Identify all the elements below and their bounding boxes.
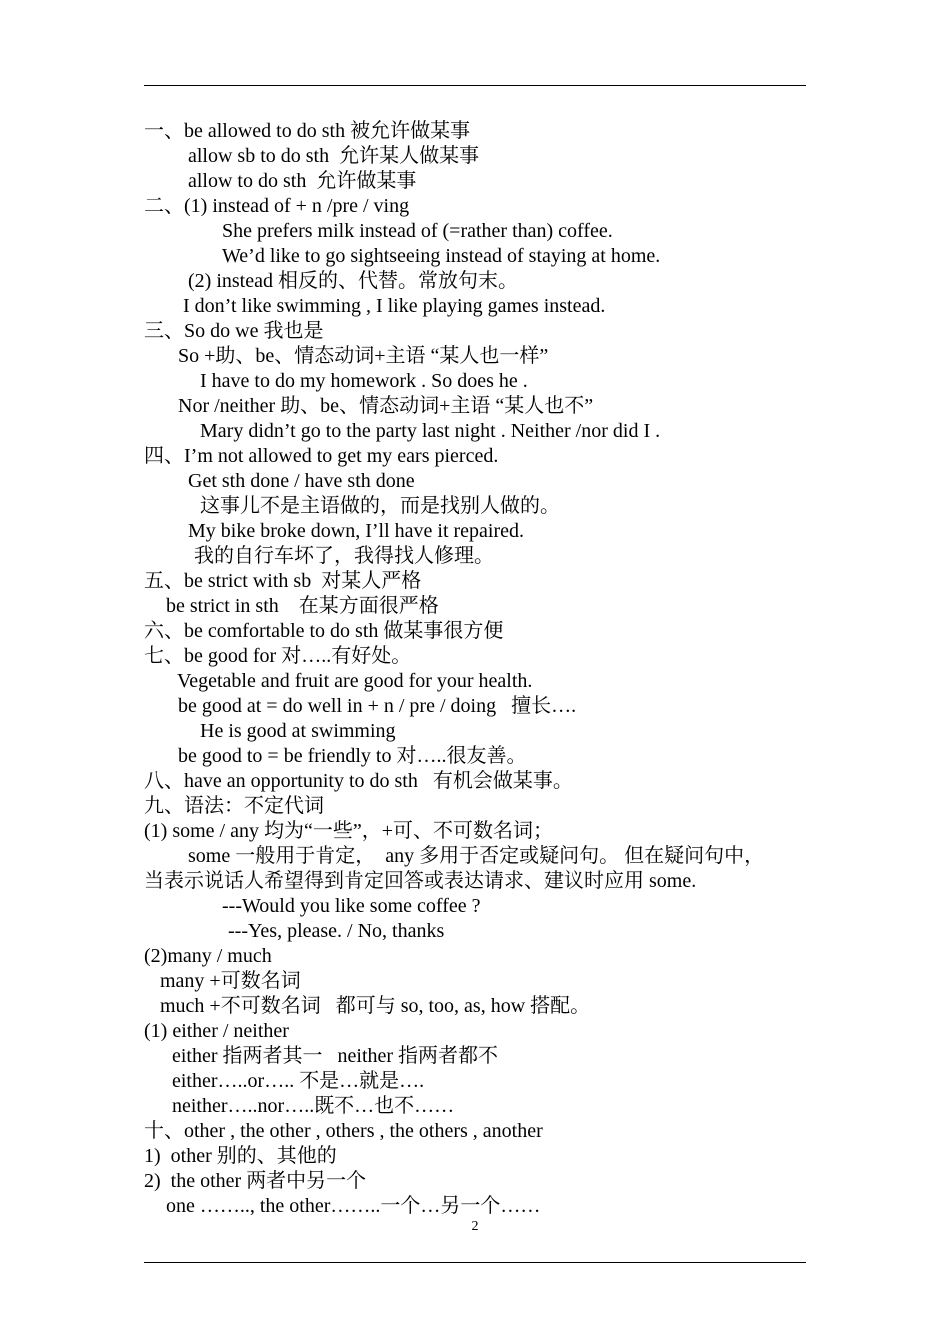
text-line: allow sb to do sth 允许某人做某事 [188, 145, 480, 167]
text-line: 九、语法：不定代词 [144, 795, 324, 817]
text-line: I have to do my homework . So does he . [200, 370, 528, 392]
text-line: She prefers milk instead of (=rather than) coffee. [222, 220, 613, 242]
text-line: one …….., the other……..一个…另一个…… [166, 1195, 541, 1217]
text-line: 十、other , the other , others , the others , another [144, 1120, 543, 1142]
text-line: be good at = do well in + n / pre / doing 擅长…. [178, 695, 577, 717]
text-line: many +可数名词 [160, 970, 301, 992]
text-line: 六、be comfortable to do sth 做某事很方便 [144, 620, 504, 642]
text-line: I don’t like swimming , I like playing games instead. [183, 295, 606, 317]
text-line: 五、be strict with sb 对某人严格 [144, 570, 422, 592]
text-line: 2) the other 两者中另一个 [144, 1170, 367, 1192]
text-line: ---Yes, please. / No, thanks [228, 920, 445, 942]
text-line: 八、have an opportunity to do sth 有机会做某事。 [144, 770, 573, 792]
text-line: So +助、be、情态动词+主语 “某人也一样” [178, 345, 549, 367]
text-line: (1) some / any 均为“一些”，+可、不可数名词； [144, 820, 554, 842]
text-line: ---Would you like some coffee ? [222, 895, 481, 917]
text-line: be good to = be friendly to 对…..很友善。 [178, 745, 527, 767]
text-line: neither…..nor…..既不…也不…… [172, 1095, 455, 1117]
text-line: Get sth done / have sth done [188, 470, 415, 492]
text-line: (2)many / much [144, 945, 272, 967]
text-line: (2) instead 相反的、代替。常放句末。 [188, 270, 518, 292]
text-line: 当表示说话人希望得到肯定回答或表达请求、建议时应用 some. [144, 870, 697, 892]
footer-rule [144, 1262, 806, 1263]
text-line: My bike broke down, I’ll have it repaired. [188, 520, 525, 542]
text-line: 这事儿不是主语做的，而是找别人做的。 [200, 495, 560, 517]
text-line: 1) other 别的、其他的 [144, 1145, 337, 1167]
header-rule [144, 85, 806, 86]
text-line: 二、(1) instead of + n /pre / ving [144, 195, 410, 217]
text-line: Nor /neither 助、be、情态动词+主语 “某人也不” [178, 395, 594, 417]
text-line: 四、I’m not allowed to get my ears pierced. [144, 445, 499, 467]
text-line: (1) either / neither [144, 1020, 289, 1042]
text-line: either 指两者其一 neither 指两者都不 [172, 1045, 499, 1067]
text-line: be strict in sth 在某方面很严格 [166, 595, 439, 617]
text-line: We’d like to go sightseeing instead of staying at home. [222, 245, 661, 267]
text-line: He is good at swimming [200, 720, 396, 742]
text-line: 一、be allowed to do sth 被允许做某事 [144, 120, 471, 142]
page-number: 2 [471, 1219, 479, 1234]
text-line: much +不可数名词 都可与 so, too, as, how 搭配。 [160, 995, 591, 1017]
text-line: Vegetable and fruit are good for your health. [177, 670, 533, 692]
text-line: allow to do sth 允许做某事 [188, 170, 417, 192]
text-line: 三、So do we 我也是 [144, 320, 324, 342]
text-line: Mary didn’t go to the party last night . Neither /nor did I . [200, 420, 661, 442]
text-line: either…..or….. 不是…就是…. [172, 1070, 425, 1092]
text-line: 我的自行车坏了，我得找人修理。 [194, 545, 494, 567]
text-line: 七、be good for 对…..有好处。 [144, 645, 412, 667]
text-line: some 一般用于肯定， any 多用于否定或疑问句。 但在疑问句中， [188, 845, 765, 867]
